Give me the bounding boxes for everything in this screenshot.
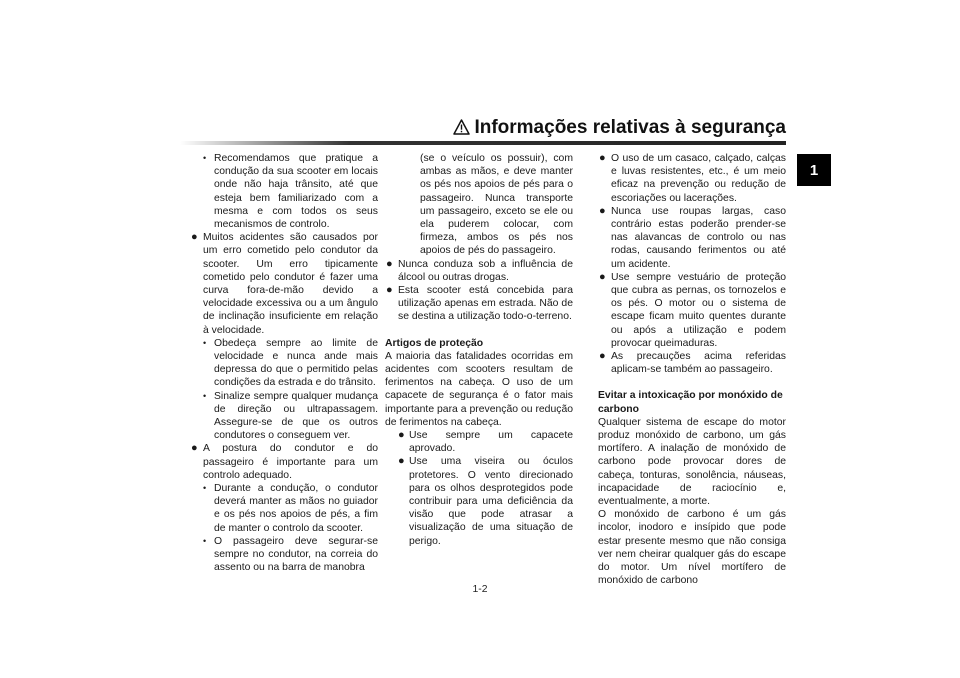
paragraph-text: Nunca conduza sob a influência de álcool ou outras drogas. [398, 258, 573, 283]
list-item [598, 152, 786, 205]
paragraph [598, 416, 786, 508]
bullet-icon: ● [191, 231, 198, 244]
list-item [190, 442, 378, 482]
bullet-icon: ● [191, 442, 198, 455]
list-item [190, 337, 378, 390]
bullet-icon: ● [599, 270, 606, 283]
paragraph-text: Recomendamos que pratique a condução da sua scooter em locais onde não haja trânsito, até que esteja bem familiarizado com a mesma e com todos os seus mecanismos de controlo. [214, 153, 378, 231]
bullet-icon: ● [599, 350, 606, 363]
bullet-icon: ● [386, 257, 393, 270]
paragraph-text: A maioria das fatalidades ocorridas em acidentes com scooters resultam de ferimentos na cabeça. O uso de um capacete de segurança é o fator mais importante para a prevenção ou redução de ferimentos na cabeça. [385, 350, 573, 428]
paragraph-text: As precauções acima referidas aplicam-se também ao passageiro. [611, 351, 786, 376]
list-item [598, 350, 786, 376]
list-item [598, 271, 786, 350]
bullet-icon: ● [386, 284, 393, 297]
page-header [300, 117, 786, 141]
list-item [190, 390, 378, 443]
paragraph [385, 350, 573, 429]
paragraph-text: Esta scooter está concebida para utilização apenas em estrada. Não de se destina a utilização todo-o-terreno. [398, 285, 573, 323]
section-heading [598, 389, 786, 415]
list-item [385, 429, 573, 455]
bullet-icon: ● [599, 204, 606, 217]
bullet-icon: ● [599, 152, 606, 164]
paragraph-text: Use sempre um capacete aprovado. [409, 430, 573, 455]
paragraph-text: Durante a condução, o condutor deverá manter as mãos no guiador e os pés nos apoios de pés, a fim de manter o controlo da scooter. [214, 483, 378, 534]
paragraph-text: A postura do condutor e do passageiro é importante para um controlo adequado. [203, 443, 378, 481]
list-item [385, 258, 573, 284]
paragraph-text: Use uma viseira ou óculos protetores. O vento direcionado para os olhos desprotegidos pode contribuir para uma deficiência da visão que pode atrasar a visualização de uma situação de perigo. [409, 456, 573, 547]
list-item [190, 231, 378, 337]
paragraph [598, 508, 786, 587]
text-column-3 [598, 152, 786, 588]
list-item [598, 205, 786, 271]
sub-bullet-icon: • [203, 535, 207, 546]
list-item [190, 535, 378, 575]
paragraph-text: Evitar a intoxicação por monóxido de carbono [598, 390, 783, 415]
list-item [385, 455, 573, 547]
header-rule [180, 141, 786, 145]
sub-bullet-icon: • [203, 483, 207, 494]
paragraph-text: O monóxido de carbono é um gás incolor, inodoro e insípido que pode estar presente mesmo que não consiga ver nem cheirar qualquer gás do escape do motor. Um nível mortífero de monóxido de carbono [598, 509, 786, 587]
list-item [190, 152, 378, 231]
paragraph-text: Sinalize sempre qualquer mudança de direção ou ultrapassagem. Assegure-se de que os outros condutores o conseguem ver. [214, 390, 378, 442]
paragraph-text: Obedeça sempre ao limite de velocidade e nunca ande mais depressa do que o permitido pelas condições da estrada e do trânsito. [214, 337, 378, 389]
paragraph-text: Nunca use roupas largas, caso contrário estas poderão prender-se nas alavancas de controlo ou nas rodas, causando ferimentos ou até um acidente. [611, 205, 786, 270]
paragraph-text: Use sempre vestuário de proteção que cubra as pernas, os tornozelos e os pés. O motor ou o sistema de escape ficam muito quentes durante ou após a utilização e podem provocar queimaduras. [611, 271, 786, 349]
paragraph-text: Artigos de proteção [385, 337, 484, 349]
paragraph-text: O passageiro deve segurar-se sempre no condutor, na correia do assento ou na barra de manobra [214, 535, 378, 574]
list-item [190, 482, 378, 535]
paragraph-text: Muitos acidentes são causados por um erro cometido pelo condutor da scooter. Um erro tipicamente cometido pelo condutor é fazer uma curva fora-de-mão devido a velocidade excessiva ou a um ângulo de inclinação insuficiente em relação à velocidade. [203, 232, 378, 336]
text-column-2 [385, 152, 573, 548]
chapter-tab: 1 [797, 154, 831, 186]
paragraph-text: Qualquer sistema de escape do motor produz monóxido de carbono, um gás mortífero. A inalação de monóxido de carbono pode provocar dores de cabeça, tonturas, sonolência, náuseas, incapacidade de raciocínio e, eventualmente, a morte. [598, 416, 786, 508]
bullet-icon: ● [398, 455, 405, 468]
paragraph-text: O uso de um casaco, calçado, calças e luvas resistentes, etc., é um meio eficaz na prevenção ou redução de escoriações ou lacerações. [611, 153, 786, 204]
paragraph-continuation [385, 152, 573, 258]
warning-triangle-icon [453, 119, 470, 141]
text-column-1 [190, 152, 378, 575]
list-item [385, 284, 573, 324]
sub-bullet-icon: • [203, 337, 207, 348]
page-number: 1-2 [472, 584, 488, 595]
page-title: Informações relativas à segurança [474, 117, 786, 138]
paragraph-text: (se o veículo os possuir), com ambas as mãos, e deve manter os pés nos apoios de pés para o passageiro. Nunca transporte um passageiro, exceto se ele ou ela puderem colocar, com firmeza, ambos os pés nos apoios de pés do passageiro. [420, 153, 573, 257]
section-heading [385, 337, 573, 350]
sub-bullet-icon: • [203, 390, 207, 401]
bullet-icon: ● [398, 429, 405, 442]
sub-bullet-icon: • [203, 153, 207, 163]
